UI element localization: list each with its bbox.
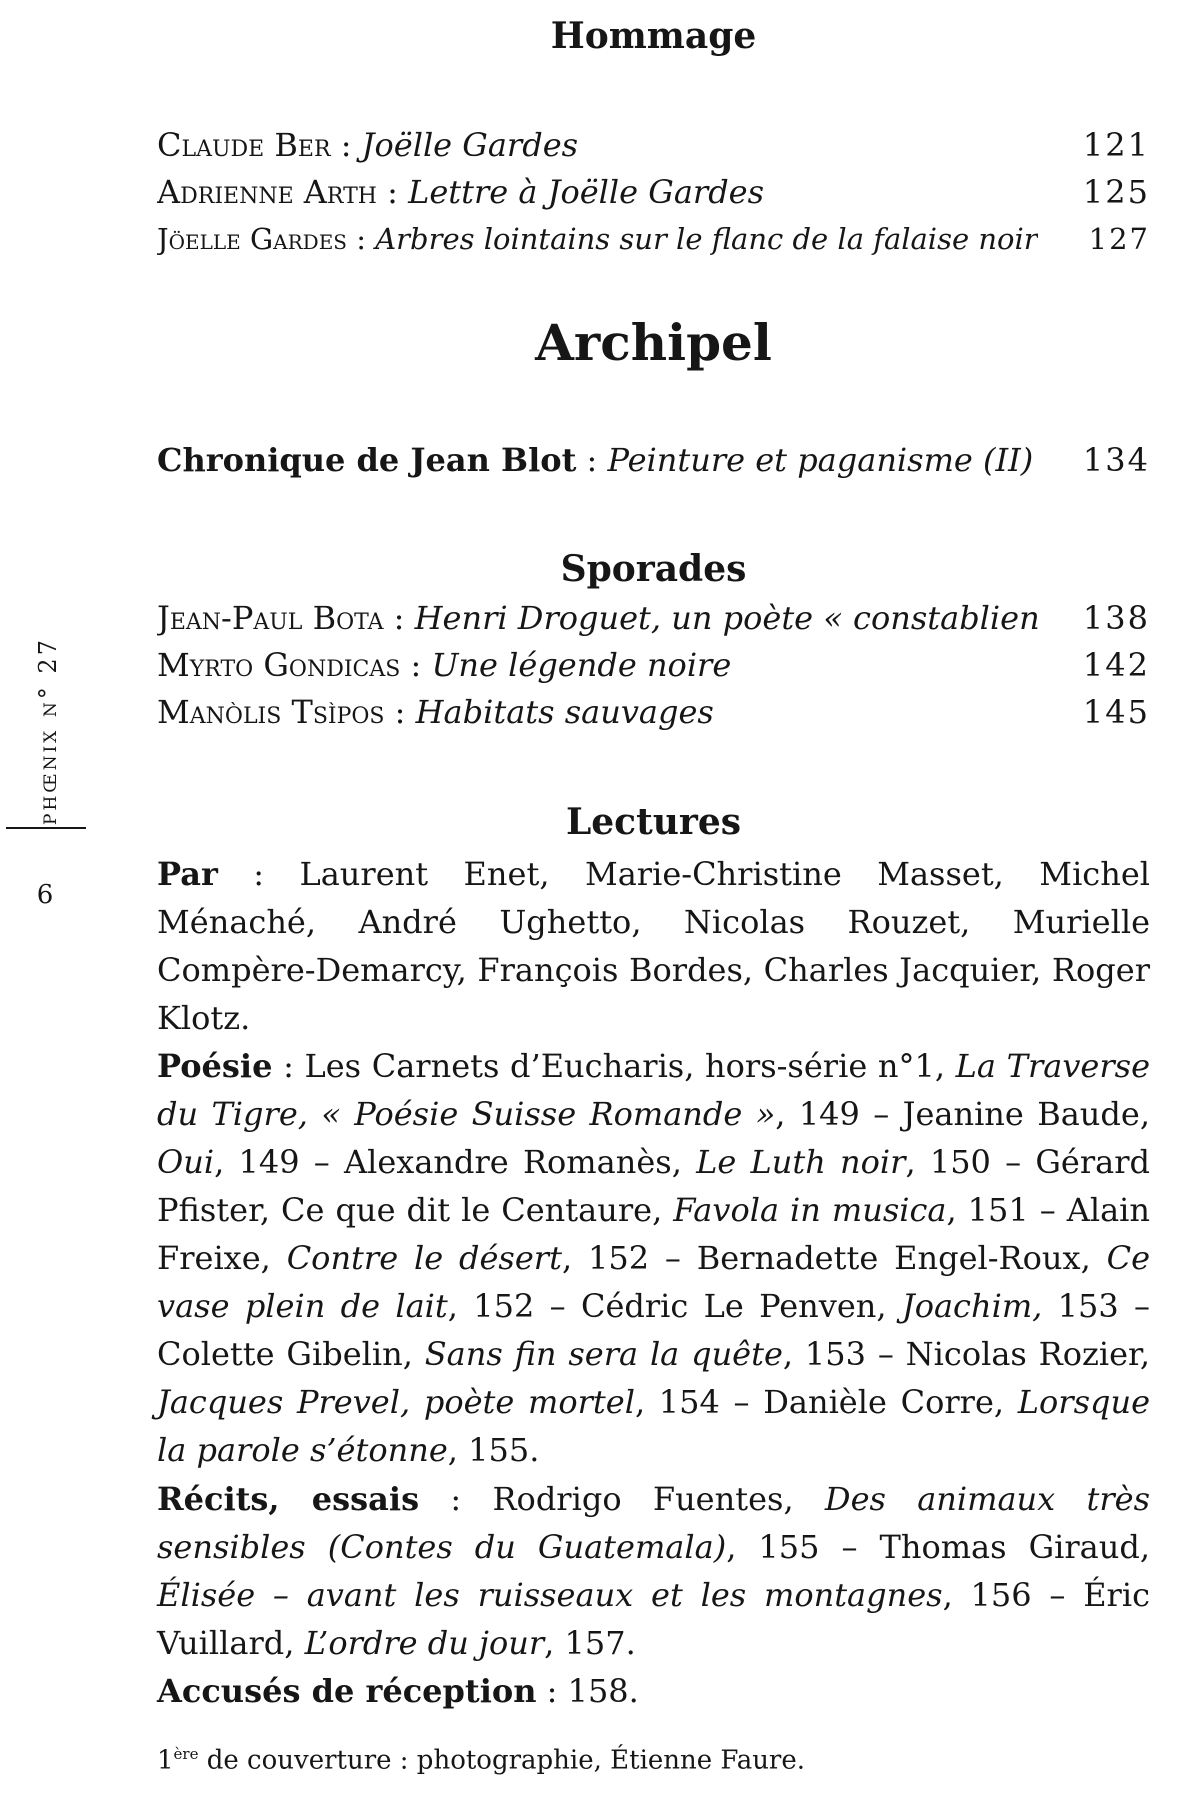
separator: : — [347, 222, 376, 256]
par-label: Par — [157, 855, 218, 893]
work-title: Oui — [157, 1143, 215, 1181]
toc-entry-text — [157, 440, 1033, 480]
separator: : — [384, 693, 416, 731]
toc-entry — [157, 645, 1150, 685]
toc-entry — [157, 219, 1150, 259]
separator: : — [400, 646, 432, 684]
lectures-contributors — [157, 850, 1150, 1042]
toc-entry-text — [157, 125, 578, 165]
page-ref: 145 — [1082, 693, 1150, 731]
author-name: Manòlis Tsìpos — [157, 693, 385, 731]
toc-entry-text — [157, 645, 731, 685]
lectures-poesie — [157, 1042, 1150, 1474]
toc-entry-text — [157, 219, 1038, 259]
toc-entry — [157, 692, 1150, 732]
separator: : — [419, 1480, 493, 1518]
work-title: Joëlle Gardes — [361, 126, 579, 164]
work-title: Élisée – avant les ruisseaux et les montagnes — [157, 1576, 943, 1614]
work-title: Favola in musica — [673, 1191, 947, 1229]
review-text: , 149 – Alexandre Romanès, — [214, 1143, 697, 1181]
work-title: Peinture et paganisme (II) — [607, 441, 1034, 479]
work-title: Joachim, — [901, 1287, 1043, 1325]
poesie-label: Poésie — [157, 1047, 273, 1085]
author-name: Myrto Gondicas — [157, 646, 401, 684]
work-title: La Traverse du Tigre, « Poésie Suisse Romande » — [157, 1047, 1151, 1133]
contributors-list: Laurent Enet, Marie-Christine Masset, Michel Ménaché, André Ughetto, Nicolas Rouzet, Murielle Compère-Demarcy, François Bordes, Charles Jacquier, Roger Klotz. — [157, 855, 1150, 1037]
accuses-page: 158. — [567, 1672, 639, 1710]
page-ref: 127 — [1088, 222, 1150, 256]
separator: : — [536, 1672, 568, 1710]
author-name: Claude Ber — [157, 126, 331, 164]
review-text: 153 – Colette Gibelin, — [157, 1287, 1151, 1373]
cover-credit — [157, 1737, 1150, 1778]
credit-superscript: ère — [173, 1745, 199, 1763]
toc-entry — [157, 440, 1150, 480]
lectures-recits — [157, 1475, 1150, 1667]
review-text: , 152 – Cédric Le Penven, — [447, 1287, 902, 1325]
running-head — [20, 585, 80, 835]
review-text: , 150 – Gérard Pfister, Ce que dit le Centaure, — [157, 1143, 1150, 1229]
section-title-sporades: Sporades — [560, 548, 747, 590]
page-number: 6 — [36, 880, 54, 910]
work-title: Le Luth noir — [696, 1143, 906, 1181]
separator: : — [217, 855, 300, 893]
separator: : — [576, 441, 608, 479]
page-ref: 134 — [1082, 441, 1150, 479]
review-text: , 153 – Nicolas Rozier, — [782, 1335, 1151, 1373]
review-text: , 151 – Alain Freixe, — [157, 1191, 1151, 1277]
review-text: , 155 – Thomas Giraud, — [726, 1528, 1151, 1566]
separator: : — [330, 126, 362, 164]
work-title: Une légende noire — [431, 646, 732, 684]
page-ref: 125 — [1082, 173, 1150, 211]
review-text: , 155. — [447, 1431, 540, 1469]
separator: : — [383, 599, 415, 637]
work-title: Sans fin sera la quête — [424, 1335, 783, 1373]
work-title: L’ordre du jour — [304, 1624, 545, 1662]
author-name: Jöelle Gardes — [157, 222, 348, 256]
page-ref: 138 — [1082, 599, 1150, 637]
credit-number: 1 — [157, 1745, 174, 1776]
review-text: , 152 – Bernadette Engel-Roux, — [561, 1239, 1107, 1277]
toc-entry — [157, 172, 1150, 212]
review-text: , 157. — [544, 1624, 636, 1662]
toc-entry-text — [157, 172, 764, 212]
author-name: Adrienne Arth — [157, 173, 377, 211]
section-title-lectures: Lectures — [565, 801, 742, 843]
separator: : — [272, 1047, 305, 1085]
accuses-label: Accusés de réception — [157, 1672, 537, 1710]
credit-text: de couverture : photographie, Étienne Faure. — [198, 1745, 806, 1776]
review-text: , 149 – Jeanine Baude, — [775, 1095, 1151, 1133]
page-ref: 121 — [1082, 126, 1150, 164]
work-title: Lettre à Joëlle Gardes — [408, 173, 765, 211]
chronique-label: Chronique de Jean Blot — [157, 441, 577, 479]
work-title: Des animaux très sensibles (Contes du Guatemala) — [157, 1480, 1151, 1566]
work-title: Habitats sauvages — [415, 693, 714, 731]
page-ref: 142 — [1082, 646, 1150, 684]
toc-entry — [157, 598, 1150, 638]
work-title: Jacques Prevel, poète mortel — [157, 1383, 635, 1421]
lectures-accuses — [157, 1667, 1150, 1715]
recits-label: Récits, essais — [157, 1480, 420, 1518]
work-title: Arbres lointains sur le flanc de la falaise noir — [375, 222, 1038, 256]
work-title: Henri Droguet, un poète « constablien — [414, 599, 1040, 637]
margin-rule — [6, 827, 86, 829]
toc-entry-text — [157, 598, 1040, 638]
toc-entry-text — [157, 692, 714, 732]
toc-entry — [157, 125, 1150, 165]
running-head-text: phœnix n° 27 — [34, 637, 62, 825]
review-text: , 156 – Éric Vuillard, — [157, 1576, 1151, 1662]
work-title: Lorsque la parole s’étonne — [157, 1383, 1151, 1469]
section-title-archipel: Archipel — [535, 313, 772, 372]
section-title-hommage: Hommage — [550, 15, 757, 57]
review-text: , 154 – Danièle Corre, — [634, 1383, 1018, 1421]
review-text: Les Carnets d’Eucharis, hors-série n°1, — [304, 1047, 956, 1085]
review-text: Rodrigo Fuentes, — [492, 1480, 825, 1518]
author-name: Jean-Paul Bota — [157, 599, 384, 637]
separator: : — [376, 173, 409, 211]
work-title: Contre le désert — [286, 1239, 562, 1277]
work-title: Ce vase plein de lait — [157, 1239, 1151, 1325]
